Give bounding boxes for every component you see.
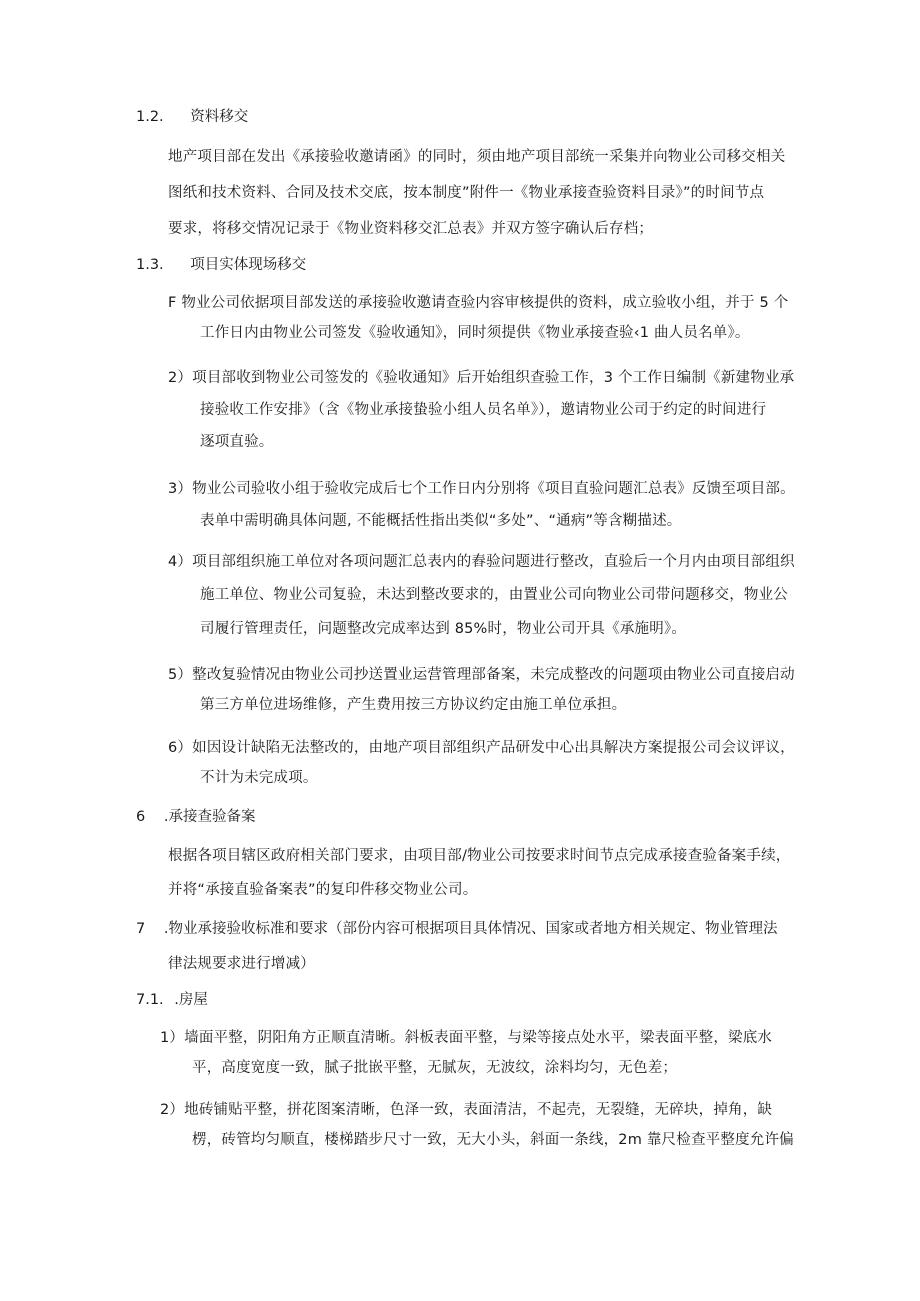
paragraph-line: 图纸和技术资料、合同及技术交底，按本制度”附件一《物业承接查验资料目录》”的时间节点 (168, 185, 765, 201)
section-heading-1-3 (136, 255, 306, 275)
section-title: .承接查验备案 (163, 809, 256, 825)
paragraph-line: 地产项目部在发出《承接验收邀请函》的同时，须由地产项目部统一采集并向物业公司移交相关 (168, 149, 786, 165)
section-title: 项目实体现场移交 (190, 257, 307, 273)
section-title: .物业承接验收标准和要求（部份内容可根据项目具体情况、国家或者地方相关规定、物业管理法 (163, 921, 778, 937)
section-title: 资料移交 (190, 109, 249, 125)
list-item-line: 4）项目部组织施工单位对各项问题汇总表内的舂验问题进行整改，直验后一个月内由项目部组织 (168, 554, 795, 570)
list-item-line: 接验收工作安排》（含《物业承接蛰验小组人员名单》），邀请物业公司于约定的时间进行 (200, 402, 767, 418)
list-item-line: 工作日内由物业公司签发《验收通知》，同时须提供《物业承接查验‹1 曲人员名单》。 (200, 325, 750, 341)
list-item-line: 第三方单位进场维修，产生费用按三方协议约定由施工单位承担。 (200, 697, 627, 713)
section-title-continuation: 律法规要求进行增减） (168, 956, 315, 972)
paragraph-line: 要求，将移交情况记录于《物业资料移交汇总表》并双方签字确认后存档； (168, 221, 654, 237)
section-number: 7 (136, 921, 146, 937)
list-item-line: 5）整改复验情况由物业公司抄送置业运营管理部备案，未完成整改的问题项由物业公司直接启动 (168, 667, 795, 683)
list-item-line: 逐项直验。 (200, 434, 274, 450)
list-item-line: 2）项目部收到物业公司签发的《验收通知》后开始组织查验工作，3 个工作日编制《新建物业承 (168, 370, 795, 386)
list-item-line: 楞，砖管均匀顺直，楼梯踏步尺寸一致，无大小头，斜面一条线，2m 靠尺检查平整度允许偏 (192, 1132, 794, 1148)
section-number: 6 (136, 809, 146, 825)
list-item-line: 6）如因设计缺陷无法整改的，由地产项目部组织产品研发中心出具解决方案提报公司会议评议， (168, 740, 795, 756)
list-item-line: 平，高度宽度一致，腻子批嵌平整，无腻灰，无波纹，涂料均匀，无色差； (192, 1060, 678, 1076)
list-item-line: 3）物业公司验收小组于验收完成后七个工作日内分别将《项目直验问题汇总表》反馈至项目部。 (168, 481, 795, 497)
paragraph-line: 并将“承接直验备案表”的复印件移交物业公司。 (168, 882, 478, 898)
list-item-line: 1）墙面平整，阴阳角方正顺直清晰。斜板表面平整，与梁等接点处水平，梁表面平整，梁底水 (160, 1030, 773, 1046)
section-title: .房屋 (174, 992, 208, 1008)
list-item-line: 不计为未完成项。 (200, 770, 318, 786)
paragraph-line: 根据各项目辖区政府相关部门要求，由项目部/物业公司按要求时间节点完成承接查验备案手续， (168, 848, 791, 864)
section-heading-1-2 (136, 107, 248, 127)
list-item-line: 司履行管理责任，问题整改完成率达到 85%时，物业公司开具《承施明》。 (200, 621, 687, 637)
list-item-line: F 物业公司依据项目部发送的承接验收邀请查验内容审核提供的资料，成立验收小组，并于 5 个 (168, 295, 789, 311)
section-heading-7-1 (136, 990, 208, 1010)
section-number: 1.2. (136, 109, 164, 125)
list-item-line: 表单中需明确具体问题, 不能概括性指出类似“多处”、“通病”等含糊描述。 (200, 513, 682, 529)
section-heading-6 (136, 807, 255, 827)
section-number: 1.3. (136, 257, 164, 273)
list-item-line: 2）地砖铺贴平整，拼花图案清晰，色泽一致，表面清洁，不起壳，无裂缝，无碎块，掉角，缺 (160, 1102, 773, 1118)
section-number: 7.1. (136, 992, 164, 1008)
section-heading-7 (136, 919, 777, 939)
list-item-line: 施工单位、物业公司复验，未达到整改要求的，由置业公司向物业公司带问题移交，物业公 (200, 587, 788, 603)
